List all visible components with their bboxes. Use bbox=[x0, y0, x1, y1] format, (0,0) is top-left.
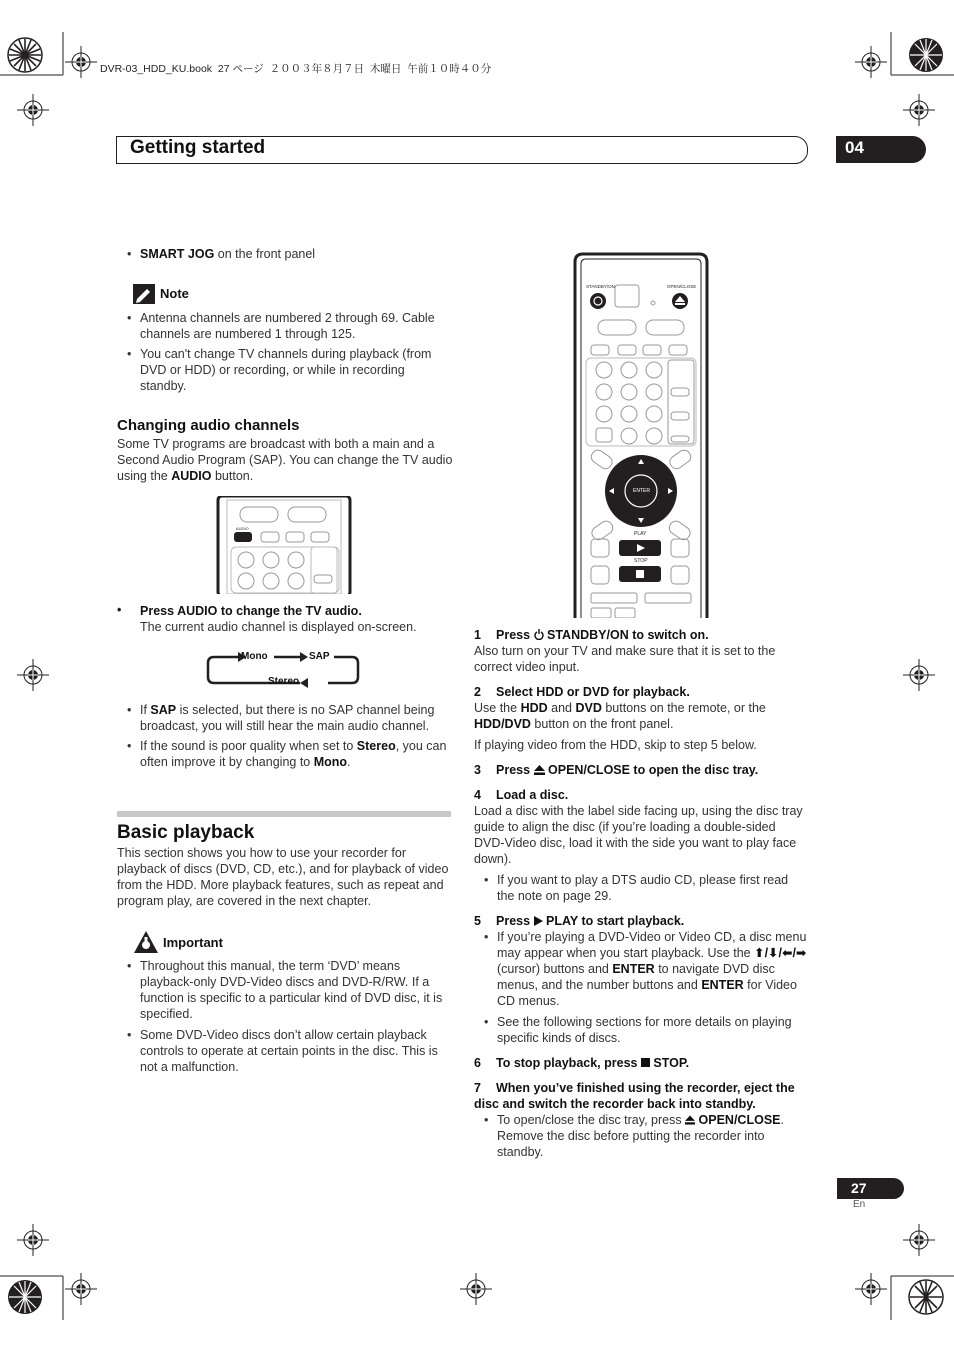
step-4-heading: 4 Load a disc. bbox=[474, 788, 569, 802]
note-item: • Antenna channels are numbered 2 through 69. Cable channels are numbered 1 through 125. bbox=[117, 310, 452, 342]
important-title: Important bbox=[163, 935, 223, 950]
language-code: En bbox=[853, 1199, 866, 1210]
remote-label-openclose: OPEN/CLOSE bbox=[667, 284, 697, 289]
list-item: • If SAP is selected, but there is no SAP channel being broadcast, you will still hear the main audio channel. bbox=[117, 702, 472, 734]
remote-label-enter: ENTER bbox=[633, 488, 650, 494]
remote-label-stop: STOP bbox=[634, 558, 648, 564]
step-2-body: Use the HDD and DVD buttons on the remote, or the HDD/DVD button on the front panel. bbox=[474, 701, 766, 731]
press-audio-sub: The current audio channel is displayed on-screen. bbox=[140, 620, 417, 634]
cursor-arrows-icon: ⬆/⬇/⬅/➡ bbox=[754, 946, 807, 960]
stop-icon bbox=[641, 1058, 650, 1067]
standby-icon bbox=[534, 629, 544, 640]
step-2-heading: 2 Select HDD or DVD for playback. bbox=[474, 685, 690, 699]
chapter-number: 04 bbox=[845, 138, 864, 157]
important-item: • Some DVD-Video discs don’t allow certain playback controls to operate at certain points in the disc. This is not a malfunction. bbox=[117, 1027, 452, 1075]
audio-intro: Some TV programs are broadcast with both a main and a Second Audio Program (SAP). You can change the TV audio using the AUDIO button. bbox=[117, 437, 453, 483]
step-1-body: Also turn on your TV and make sure that it is set to the correct video input. bbox=[474, 644, 776, 674]
step-4-body: Load a disc with the label side facing up, using the disc tray guide to align the disc (if you’re loading a double-sided DVD-Video disc, load it with the side you want to play face down). bbox=[474, 804, 803, 866]
list-item: • SMART JOG on the front panel bbox=[117, 246, 450, 262]
press-audio-step: Press AUDIO to change the TV audio. bbox=[140, 604, 362, 618]
cycle-stereo: Stereo bbox=[268, 676, 300, 687]
eject-icon bbox=[534, 765, 545, 775]
cycle-sap: SAP bbox=[309, 651, 330, 662]
step-7-bullet: • To open/close the disc tray, press OPEN/CLOSE. Remove the disc before putting the recorder into standby. bbox=[474, 1112, 807, 1160]
chapter-title: Getting started bbox=[130, 137, 266, 158]
note-icon bbox=[132, 283, 156, 305]
remote-audio-label: AUDIO bbox=[236, 526, 249, 531]
note-title: Note bbox=[160, 286, 189, 301]
step-5-heading: 5 Press PLAY to start playback. bbox=[474, 914, 685, 928]
step-6-heading: 6 To stop playback, press STOP. bbox=[474, 1056, 690, 1070]
list-item: • If the sound is poor quality when set to Stereo, you can often improve it by changing to Mono. bbox=[117, 738, 460, 770]
remote-label-play: PLAY bbox=[634, 531, 647, 537]
page-number-badge bbox=[837, 1178, 904, 1199]
step-4-bullet: • If you want to play a DTS audio CD, please first read the note on page 29. bbox=[474, 872, 807, 904]
section-heading-basic: Basic playback bbox=[117, 822, 255, 843]
important-item: • Throughout this manual, the term ‘DVD’ means playback-only DVD-Video discs and DVD-R/RW. If a function is specific to a particular kind of DVD disc, it is specified. bbox=[117, 958, 452, 1022]
section-rule bbox=[117, 811, 451, 817]
bullet-dot: • bbox=[117, 603, 122, 617]
file-header: DVR-03_HDD_KU.book 27 ページ ２００３年８月７日 木曜日 午前１０時４０分 bbox=[100, 63, 492, 75]
important-icon bbox=[133, 930, 159, 954]
note-item: • You can't change TV channels during playback (from DVD or HDD) or recording, or while in recording standby. bbox=[117, 346, 452, 394]
cycle-mono: Mono bbox=[241, 651, 268, 662]
play-icon bbox=[534, 916, 543, 926]
remote-audio-fragment bbox=[216, 496, 352, 594]
step-7-heading: 7 When you’ve finished using the recorder, eject the disc and switch the recorder back into standby. bbox=[474, 1081, 795, 1111]
step-5-bullet: • If you’re playing a DVD-Video or Video CD, a disc menu may appear when you start playback. Use the ⬆/⬇/⬅/➡ (cursor) buttons and ENTER to navigate DVD disc menus, and the number buttons and ENTER for Video CD menus. bbox=[474, 929, 809, 1009]
page-number: 27 bbox=[851, 1180, 867, 1196]
step-3-heading: 3 Press OPEN/CLOSE to open the disc tray. bbox=[474, 763, 759, 777]
section-heading-audio: Changing audio channels bbox=[117, 417, 300, 434]
eject-icon bbox=[685, 1115, 695, 1125]
step-2-body-2: If playing video from the HDD, skip to step 5 below. bbox=[474, 738, 757, 752]
basic-intro: This section shows you how to use your recorder for playback of discs (DVD, CD, etc.), and for playback of video from the HDD. More playback features, such as repeat and program play, are covered in the next chapter. bbox=[117, 846, 449, 908]
step-5-bullet: • See the following sections for more details on playing specific kinds of discs. bbox=[474, 1014, 817, 1046]
remote-label-standby: STANDBY/ON bbox=[586, 284, 615, 289]
step-1-heading: 1 Press STANDBY/ON to switch on. bbox=[474, 628, 709, 642]
